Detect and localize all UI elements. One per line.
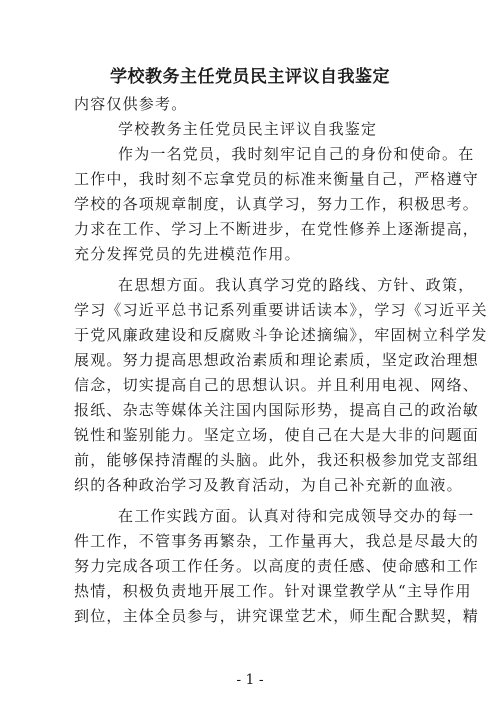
text-line: 报纸、杂志等媒体关注国内国际形势，提高自己的政治敏 bbox=[74, 401, 480, 419]
text-line: 信念，切实提高自己的思想认识。并且利用电视、网络、 bbox=[74, 376, 480, 394]
text-line: 力求在工作、学习上不断进步，在党性修养上逐渐提高， bbox=[74, 220, 480, 238]
subtitle-line: 学校教务主任党员民主评议自我鉴定 bbox=[118, 120, 378, 138]
text-line: 努力完成各项工作任务。以高度的责任感、使命感和工作 bbox=[74, 557, 480, 575]
paragraph-1 bbox=[74, 142, 480, 267]
document-body bbox=[74, 92, 488, 629]
text-line: 织的各种政治学习及教育活动，为自己补充新的血液。 bbox=[74, 476, 463, 494]
text-line: 热情，积极负责地开展工作。针对课堂教学从“主导作用 bbox=[74, 582, 472, 600]
document-title: 学校教务主任党员民主评议自我鉴定 bbox=[110, 67, 390, 87]
text-line: 展观。努力提高思想政治素质和理论素质，坚定政治理想 bbox=[74, 351, 480, 369]
note-line: 内容仅供参考。 bbox=[74, 95, 188, 113]
text-line: 学校的各项规章制度，认真学习，努力工作，积极思考。 bbox=[74, 195, 480, 213]
text-line: 工作中，我时刻不忘拿党员的标准来衡量自己，严格遵守 bbox=[74, 170, 480, 188]
paragraph-3 bbox=[74, 504, 480, 629]
text-line: 锐性和鉴别能力。坚定立场，使自己在大是大非的问题面 bbox=[74, 426, 480, 444]
text-line: 于党风廉政建设和反腐败斗争论述摘编》，牢固树立科学发 bbox=[74, 326, 488, 344]
paragraph-2 bbox=[74, 273, 488, 498]
text-line: 作为一名党员，我时刻牢记自己的身份和使命。在 bbox=[118, 145, 475, 163]
text-line: 到位，主体全员参与，讲究课堂艺术，师生配合默契，精 bbox=[74, 607, 480, 625]
text-line: 件工作，不管事务再繁杂，工作量再大，我总是尽最大的 bbox=[74, 532, 480, 550]
text-line: 充分发挥党员的先进模范作用。 bbox=[74, 245, 301, 263]
page-number: - 1 - bbox=[236, 672, 264, 688]
text-line: 在思想方面。我认真学习党的路线、方针、政策， bbox=[118, 276, 475, 294]
text-line: 前，能够保持清醒的头脑。此外，我还积极参加党支部组 bbox=[74, 451, 480, 469]
text-line: 在工作实践方面。认真对待和完成领导交办的每一 bbox=[118, 507, 475, 525]
text-line: 学习《习近平总书记系列重要讲话读本》，学习《习近平关 bbox=[74, 301, 488, 319]
